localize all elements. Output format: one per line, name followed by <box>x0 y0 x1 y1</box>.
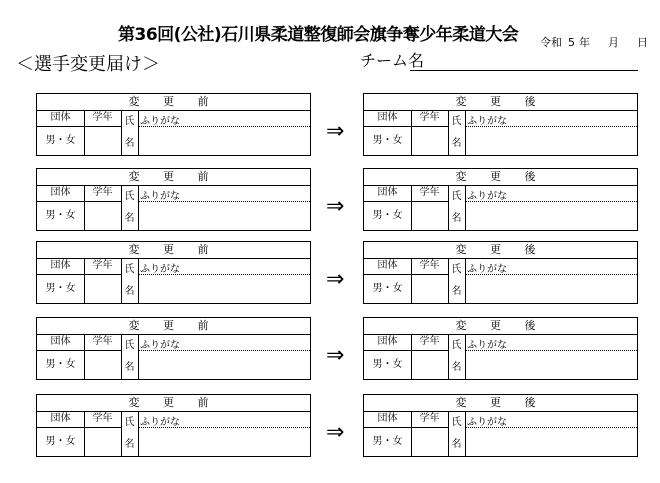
card-header-before: 変 更 前 <box>37 94 310 111</box>
arrow-right-icon: ⇒ <box>326 194 345 219</box>
family-name-label: 氏 <box>451 116 462 127</box>
card-before <box>36 93 311 156</box>
sex-label: 男・女 <box>45 436 76 447</box>
furigana-label: ふりがな <box>140 340 180 351</box>
furigana-label: ふりがな <box>140 417 180 428</box>
grade-field[interactable] <box>411 351 448 379</box>
group-label: 団体 <box>377 336 398 347</box>
card-header-after: 変 更 後 <box>364 169 637 186</box>
group-label: 団体 <box>377 187 398 198</box>
divider <box>448 185 449 230</box>
grade-field[interactable] <box>84 275 121 303</box>
divider <box>37 427 84 428</box>
given-name-label: 名 <box>124 439 135 450</box>
name-field[interactable] <box>465 127 637 155</box>
date-year-unit: 年 <box>579 36 590 49</box>
group-label: 団体 <box>50 260 71 271</box>
sex-label: 男・女 <box>372 283 403 294</box>
group-label: 団体 <box>377 112 398 123</box>
furigana-label: ふりがな <box>467 116 507 127</box>
card-after <box>363 394 638 457</box>
form-title: ＜選手変更届け＞ <box>16 54 160 75</box>
given-name-label: 名 <box>124 138 135 149</box>
card-header-after: 変 更 後 <box>364 94 637 111</box>
sex-label: 男・女 <box>45 283 76 294</box>
card-header-before: 変 更 前 <box>37 395 310 412</box>
family-name-label: 氏 <box>124 417 135 428</box>
grade-field[interactable] <box>411 202 448 230</box>
given-name-label: 名 <box>124 213 135 224</box>
date-month-unit: 月 <box>608 36 619 49</box>
family-name-label: 氏 <box>451 340 462 351</box>
grade-field[interactable] <box>84 351 121 379</box>
sex-label: 男・女 <box>45 135 76 146</box>
name-field[interactable] <box>138 428 310 456</box>
divider <box>364 274 411 275</box>
sex-label: 男・女 <box>372 436 403 447</box>
card-before <box>36 168 311 231</box>
family-name-label: 氏 <box>451 417 462 428</box>
arrow-right-icon: ⇒ <box>326 343 345 368</box>
given-name-label: 名 <box>124 286 135 297</box>
grade-label: 学年 <box>92 413 113 424</box>
family-name-label: 氏 <box>451 264 462 275</box>
divider <box>37 201 84 202</box>
date-year: 5 <box>568 36 575 49</box>
card-header-before: 変 更 前 <box>37 169 310 186</box>
grade-label: 学年 <box>419 187 440 198</box>
date-line <box>540 34 648 50</box>
sex-label: 男・女 <box>372 135 403 146</box>
name-field[interactable] <box>465 202 637 230</box>
card-header-after: 変 更 後 <box>364 242 637 259</box>
sex-label: 男・女 <box>45 359 76 370</box>
furigana-label: ふりがな <box>467 340 507 351</box>
card-after <box>363 93 638 156</box>
given-name-label: 名 <box>124 362 135 373</box>
grade-field[interactable] <box>84 428 121 456</box>
arrow-right-icon: ⇒ <box>326 119 345 144</box>
divider <box>448 258 449 303</box>
divider <box>364 350 411 351</box>
divider <box>121 334 122 379</box>
divider <box>37 350 84 351</box>
given-name-label: 名 <box>451 138 462 149</box>
card-header-before: 変 更 前 <box>37 242 310 259</box>
name-field[interactable] <box>138 127 310 155</box>
group-label: 団体 <box>377 413 398 424</box>
card-before <box>36 317 311 380</box>
arrow-right-icon: ⇒ <box>326 420 345 445</box>
grade-field[interactable] <box>411 275 448 303</box>
grade-label: 学年 <box>92 260 113 271</box>
given-name-label: 名 <box>451 439 462 450</box>
divider <box>448 334 449 379</box>
given-name-label: 名 <box>451 362 462 373</box>
divider <box>37 274 84 275</box>
group-label: 団体 <box>377 260 398 271</box>
divider <box>121 258 122 303</box>
family-name-label: 氏 <box>451 191 462 202</box>
name-field[interactable] <box>465 275 637 303</box>
name-field[interactable] <box>465 428 637 456</box>
grade-field[interactable] <box>411 127 448 155</box>
team-name-field[interactable] <box>410 70 638 71</box>
furigana-label: ふりがな <box>467 417 507 428</box>
group-label: 団体 <box>50 413 71 424</box>
furigana-label: ふりがな <box>140 191 180 202</box>
divider <box>37 126 84 127</box>
date-era: 令和 <box>540 36 562 49</box>
grade-label: 学年 <box>92 112 113 123</box>
grade-field[interactable] <box>84 202 121 230</box>
name-field[interactable] <box>465 351 637 379</box>
grade-label: 学年 <box>419 260 440 271</box>
grade-label: 学年 <box>92 336 113 347</box>
divider <box>448 411 449 456</box>
card-after <box>363 168 638 231</box>
furigana-label: ふりがな <box>140 264 180 275</box>
card-before <box>36 394 311 457</box>
furigana-label: ふりがな <box>467 264 507 275</box>
card-before <box>36 241 311 304</box>
card-header-after: 変 更 後 <box>364 395 637 412</box>
divider <box>121 185 122 230</box>
group-label: 団体 <box>50 187 71 198</box>
family-name-label: 氏 <box>124 191 135 202</box>
given-name-label: 名 <box>451 213 462 224</box>
arrow-right-icon: ⇒ <box>326 267 345 292</box>
family-name-label: 氏 <box>124 116 135 127</box>
divider <box>364 126 411 127</box>
divider <box>121 110 122 155</box>
divider <box>448 110 449 155</box>
name-field[interactable] <box>138 351 310 379</box>
team-name-label: チーム名 <box>360 51 425 70</box>
sex-label: 男・女 <box>45 210 76 221</box>
card-header-after: 変 更 後 <box>364 318 637 335</box>
group-label: 団体 <box>50 336 71 347</box>
divider <box>364 201 411 202</box>
card-after <box>363 317 638 380</box>
family-name-label: 氏 <box>124 264 135 275</box>
group-label: 団体 <box>50 112 71 123</box>
furigana-label: ふりがな <box>467 191 507 202</box>
grade-field[interactable] <box>84 127 121 155</box>
grade-field[interactable] <box>411 428 448 456</box>
divider <box>121 411 122 456</box>
form-heading: 第36回(公社)石川県柔道整復師会旗争奪少年柔道大会 <box>118 25 519 45</box>
furigana-label: ふりがな <box>140 116 180 127</box>
grade-label: 学年 <box>419 336 440 347</box>
name-field[interactable] <box>138 202 310 230</box>
grade-label: 学年 <box>92 187 113 198</box>
grade-label: 学年 <box>419 112 440 123</box>
family-name-label: 氏 <box>124 340 135 351</box>
sex-label: 男・女 <box>372 210 403 221</box>
grade-label: 学年 <box>419 413 440 424</box>
divider <box>364 427 411 428</box>
card-header-before: 変 更 前 <box>37 318 310 335</box>
sex-label: 男・女 <box>372 359 403 370</box>
name-field[interactable] <box>138 275 310 303</box>
card-after <box>363 241 638 304</box>
given-name-label: 名 <box>451 286 462 297</box>
date-day-unit: 日 <box>637 36 648 49</box>
